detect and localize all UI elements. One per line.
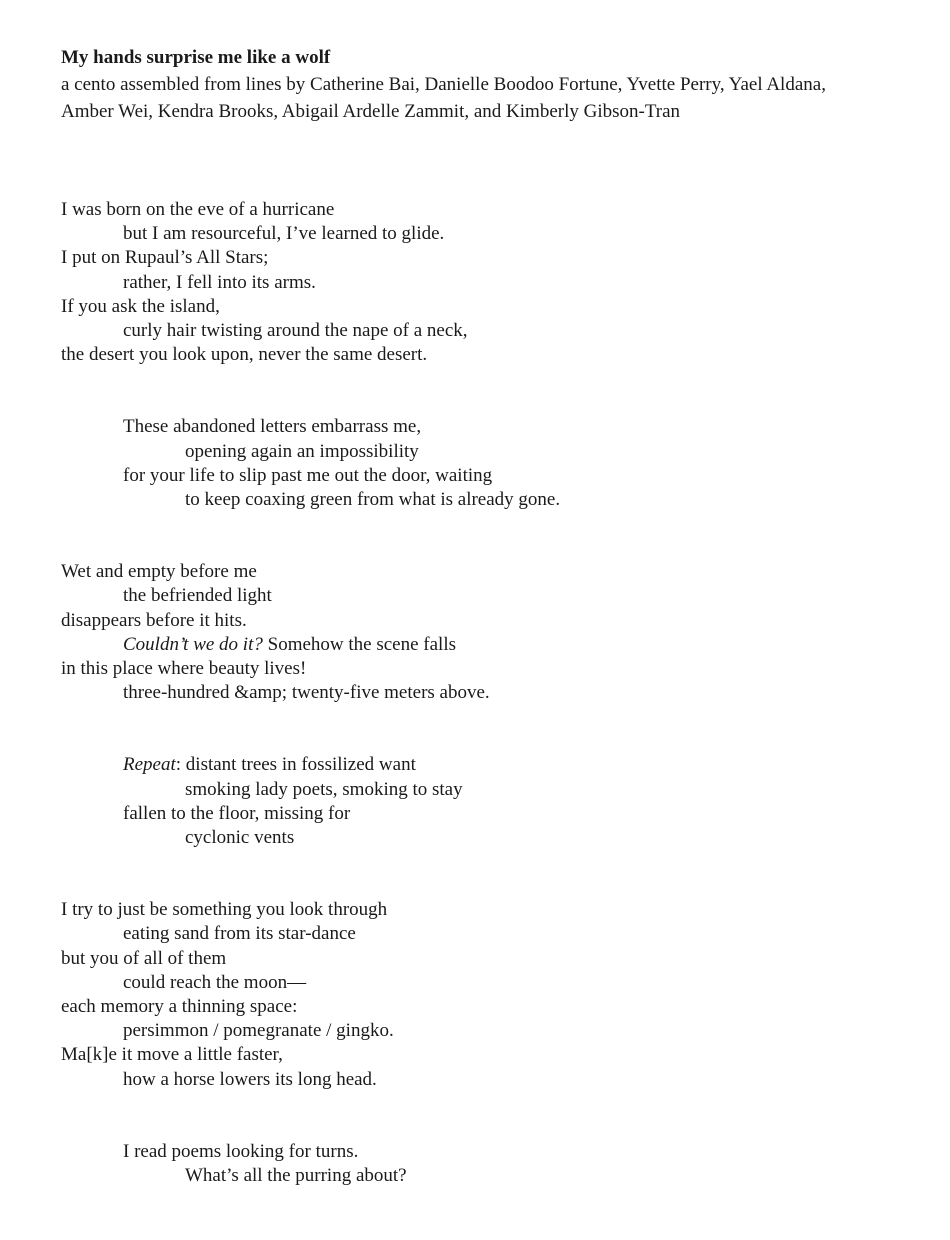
poem-line-text: smoking lady poets, smoking to stay (185, 778, 463, 800)
stanza (61, 898, 921, 1092)
poem-line (61, 271, 921, 295)
poem-line-text: rather, I fell into its arms. (123, 271, 316, 293)
poem-subtitle: a cento assembled from lines by Catherine Bai, Danielle Boodoo Fortune, Yvette Perry, Yael Aldana, Amber Wei, Kendra Brooks, Abigail Ardelle Zammit, and Kimberly Gibson-Tran (61, 74, 826, 122)
poem-line-text: Somehow the scene falls (262, 633, 456, 655)
poem-line (61, 633, 921, 657)
poem-line (61, 898, 921, 922)
poem-line-text: for your life to slip past me out the door, waiting (123, 464, 493, 486)
poem-line-text: These abandoned letters embarrass me, (123, 416, 422, 438)
poem-line-text: the desert you look upon, never the same desert. (61, 344, 428, 366)
poem-line (61, 488, 921, 512)
poem-line (61, 1164, 921, 1188)
poem-line (61, 246, 921, 270)
poem-line-italic: Couldn’t we do it? (123, 633, 263, 655)
stanza (61, 560, 921, 705)
poem-line (61, 1068, 921, 1092)
stanza (61, 1140, 921, 1188)
poem-line (61, 995, 921, 1019)
poem-body (61, 198, 921, 1188)
poem-line (61, 319, 921, 343)
poem-line (61, 295, 921, 319)
poem-line-text: fallen to the floor, missing for (123, 802, 351, 824)
poem-line-text: opening again an impossibility (185, 440, 419, 462)
poem-line-text: the befriended light (123, 585, 272, 607)
poem-line-text: cyclonic vents (185, 827, 295, 849)
poem-line (61, 222, 921, 246)
poem-line-italic: Repeat (123, 754, 176, 776)
stanza (61, 415, 921, 512)
poem-line (61, 971, 921, 995)
poem-line (61, 609, 921, 633)
poem-line (61, 1043, 921, 1067)
stanza (61, 198, 921, 367)
poem-line-text: but I am resourceful, I’ve learned to glide. (123, 223, 445, 245)
poem-page (61, 44, 921, 1188)
poem-line-text: in this place where beauty lives! (61, 658, 307, 680)
poem-line-text: to keep coaxing green from what is already gone. (185, 489, 561, 511)
poem-line-text: disappears before it hits. (61, 609, 247, 631)
poem-line-text: persimmon / pomegranate / gingko. (123, 1020, 394, 1042)
poem-line-text: but you of all of them (61, 947, 227, 969)
poem-line-text: I was born on the eve of a hurricane (61, 199, 335, 220)
poem-line (61, 343, 921, 367)
poem-line-text: I try to just be something you look through (61, 899, 388, 921)
poem-line (61, 198, 921, 222)
poem-line (61, 657, 921, 681)
poem-line-text: each memory a thinning space: (61, 996, 298, 1018)
poem-line-text: could reach the moon— (123, 971, 307, 993)
poem-line-text: If you ask the island, (61, 295, 220, 317)
poem-line (61, 802, 921, 826)
poem-line-text: Ma[k]e it move a little faster, (61, 1044, 283, 1066)
poem-line-text: three-hundred &amp; twenty-five meters above. (123, 682, 490, 704)
poem-line (61, 681, 921, 705)
poem-line (61, 778, 921, 802)
poem-line-text: how a horse lowers its long head. (123, 1068, 377, 1090)
poem-line (61, 415, 921, 439)
poem-line-text: I put on Rupaul’s All Stars; (61, 247, 269, 269)
poem-line-text: : distant trees in fossilized want (175, 754, 416, 776)
poem-line (61, 584, 921, 608)
poem-line (61, 1019, 921, 1043)
poem-line (61, 947, 921, 971)
poem-line-text: What’s all the purring about? (185, 1165, 407, 1187)
poem-line (61, 440, 921, 464)
poem-line-text: I read poems looking for turns. (123, 1140, 359, 1162)
poem-line-text: eating sand from its star-dance (123, 923, 356, 945)
poem-line (61, 826, 921, 850)
poem-line (61, 753, 921, 777)
poem-line (61, 922, 921, 946)
poem-title: My hands surprise me like a wolf (61, 47, 331, 68)
poem-line (61, 560, 921, 584)
poem-line (61, 1140, 921, 1164)
stanza (61, 753, 921, 850)
poem-line (61, 464, 921, 488)
poem-line-text: curly hair twisting around the nape of a neck, (123, 320, 468, 342)
poem-line-text: Wet and empty before me (61, 561, 257, 583)
